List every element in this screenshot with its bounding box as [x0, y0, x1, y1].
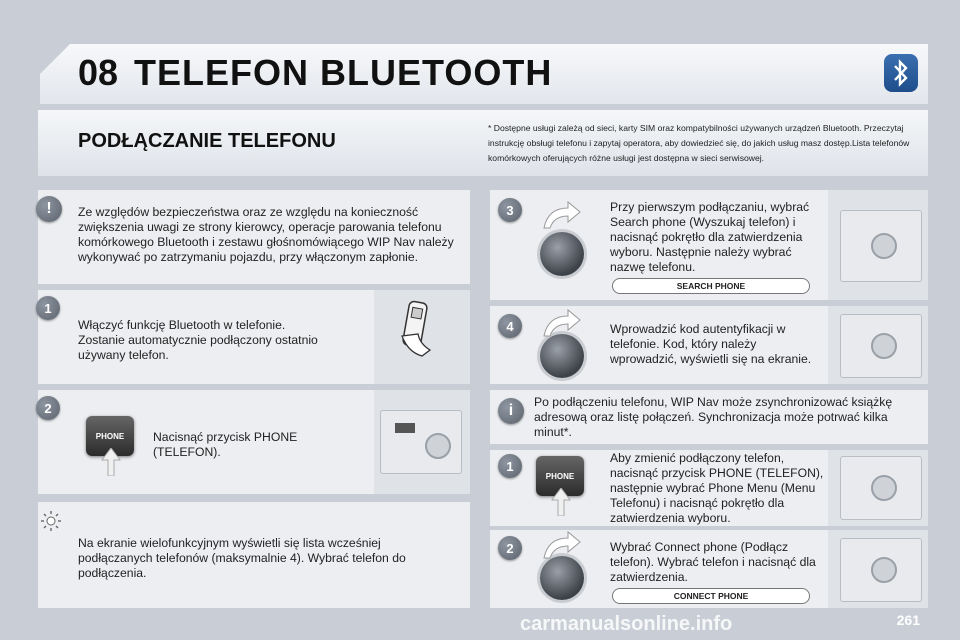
page-number: 261 [896, 612, 920, 628]
watermark: carmanualsonline.info [520, 613, 733, 635]
footnote: * Dostępne usługi zależą od sieci, karty SIM oraz kompatybilności używanych urządzeń Bluetooth. Przeczytaj instrukcję obsługi telefonu i zapytaj operatora, aby dowiedzieć się, do jakich usług masz dostęp.Lista telefonów komórkowych oferujących różne usługi jest dostępna w sieci serwisowej. [488, 123, 910, 163]
rotate-arrow-icon [542, 530, 582, 560]
rotary-knob-icon [540, 232, 584, 276]
tip-text: Na ekranie wielofunkcyjnym wyświetli się lista wcześniej podłączanych telefonów (maksymalnie 4). Wybrać telefon do podłączenia. [78, 536, 406, 580]
phone-button: PHONE [536, 456, 584, 496]
radio-unit-image [840, 314, 922, 378]
step2-text: Nacisnąć przycisk PHONE (TELEFON). [153, 430, 298, 459]
search-phone-label: SEARCH PHONE [612, 278, 810, 294]
lightbulb-icon [40, 510, 62, 532]
step-number: 1 [36, 296, 60, 320]
step-number: 2 [498, 536, 522, 560]
info-text: Po podłączeniu telefonu, WIP Nav może zsynchronizować książkę adresową oraz listę połączeń. Synchronizacja może potrwać kilka minut*. [534, 395, 893, 439]
step-number: 2 [36, 396, 60, 420]
phone-button: PHONE [86, 416, 134, 456]
press-arrow-icon [550, 488, 572, 516]
chapter-title: TELEFON BLUETOOTH [134, 52, 553, 93]
bluetooth-icon [884, 54, 918, 92]
chapter-number: 08 [78, 52, 119, 93]
radio-unit-image [840, 456, 922, 520]
step-number: 1 [498, 454, 522, 478]
warning-icon: ! [36, 196, 62, 222]
info-icon: i [498, 398, 524, 424]
warning-text: Ze względów bezpieczeństwa oraz ze względu na konieczność zwiększenia uwagi ze strony kierowcy, operacje parowania telefonu komórkowego Bluetooth i zestawu głośnomówiącego WIP Nav należy wykonywać po zatrzymaniu pojazdu, przy włączonym zapłonie. [78, 205, 454, 264]
radio-unit-image [840, 538, 922, 602]
step1-text: Włączyć funkcję Bluetooth w telefonie. Zostanie automatycznie podłączony ostatnio używany telefon. [78, 318, 318, 362]
step3-text: Przy pierwszym podłączaniu, wybrać Search phone (Wyszukaj telefon) i nacisnąć pokrętło dla zatwierdzenia wyboru. Następnie należy wybrać nazwę telefonu. [610, 200, 810, 274]
connect-phone-label: CONNECT PHONE [612, 588, 810, 604]
step-b1-text: Aby zmienić podłączony telefon, nacisnąć przycisk PHONE (TELEFON), następnie wybrać Phone Menu (Menu Telefonu) i nacisnąć pokrętło dla zatwierdzenia wyboru. [610, 451, 824, 525]
step-b2-text: Wybrać Connect phone (Podłącz telefon). Wybrać telefon i nacisnąć dla zatwierdzenia. [610, 540, 816, 584]
rotary-knob-icon [540, 334, 584, 378]
radio-unit-image [380, 410, 462, 474]
radio-unit-image [840, 210, 922, 282]
rotary-knob-icon [540, 556, 584, 600]
press-arrow-icon [100, 448, 122, 476]
step-number: 4 [498, 314, 522, 338]
mobile-phone-icon [400, 300, 436, 360]
rotate-arrow-icon [542, 308, 582, 338]
step4-text: Wprowadzić kod autentyfikacji w telefonie. Kod, który należy wprowadzić, wyświetli się na ekranie. [610, 322, 812, 366]
rotate-arrow-icon [542, 200, 582, 230]
section-title: PODŁĄCZANIE TELEFONU [78, 130, 336, 152]
step-number: 3 [498, 198, 522, 222]
